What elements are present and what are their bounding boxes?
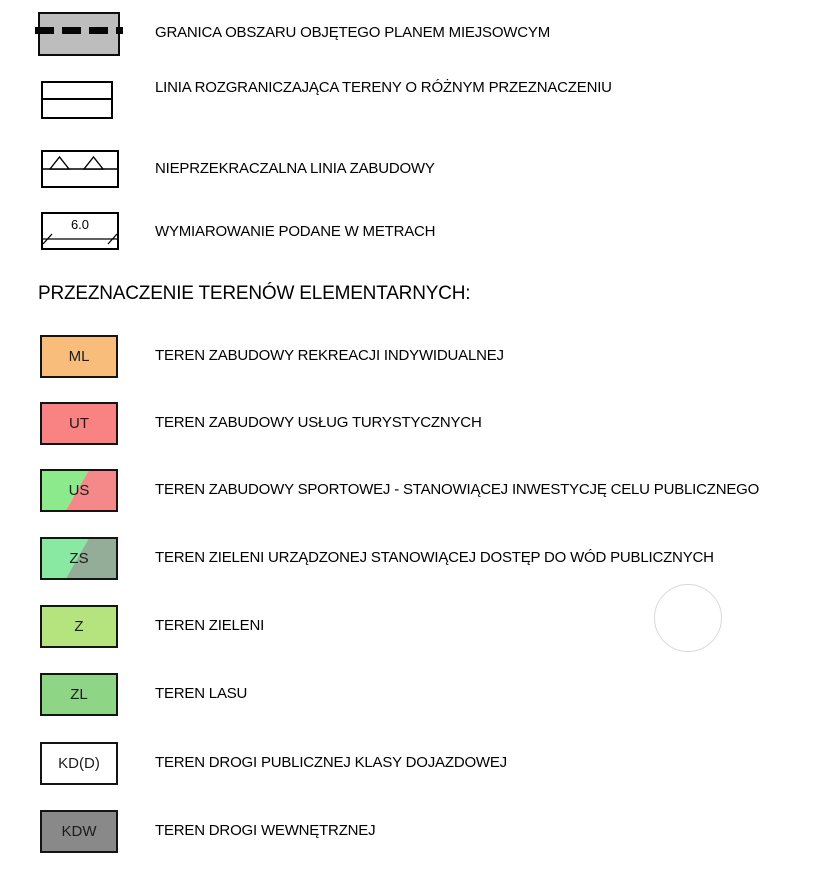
zone-swatch-kdw [40,810,118,853]
dimension-sample-value: 6.0 [70,217,90,232]
dividing-line-label: LINIA ROZGRANICZAJĄCA TERENY O RÓŻNYM PRZEZNACZENIU [155,79,612,96]
zone-label-kdw: TEREN DROGI WEWNĘTRZNEJ [155,822,376,839]
plan-boundary-label: GRANICA OBSZARU OBJĘTEGO PLANEM MIEJSOWCYM [155,24,550,41]
zone-code-us: US [68,482,90,499]
zone-swatch-ut [40,402,118,445]
zone-swatch-z [40,605,118,648]
zone-label-z: TEREN ZIELENI [155,617,265,634]
zone-swatch-zl [40,673,118,716]
building-line-symbol-icon [41,150,119,188]
zone-code-zl: ZL [70,686,88,703]
dividing-line [43,98,111,100]
zone-label-zl: TEREN LASU [155,685,248,702]
plan-boundary-symbol-icon [38,12,120,56]
dividing-line-symbol-icon [41,81,113,119]
dimension-label: WYMIAROWANIE PODANE W METRACH [155,223,436,240]
dimension-symbol-icon [41,212,119,250]
zone-swatch-ml [40,335,118,378]
dashed-boundary-line [35,27,123,34]
building-line-label: NIEPRZEKRACZALNA LINIA ZABUDOWY [155,160,435,177]
zone-code-kdd: KD(D) [58,755,100,772]
zone-code-ut: UT [69,415,89,432]
section-heading: PRZEZNACZENIE TERENÓW ELEMENTARNYCH: [38,283,471,304]
watermark-circle [654,584,722,652]
zone-swatch-us [40,469,118,512]
zone-label-ml: TEREN ZABUDOWY REKREACJI INDYWIDUALNEJ [155,347,504,364]
zone-code-kdw: KDW [61,823,97,840]
zone-label-zs: TEREN ZIELENI URZĄDZONEJ STANOWIĄCEJ DOSTĘP DO WÓD PUBLICZNYCH [155,549,714,566]
zone-swatch-kdd [40,742,118,785]
zone-label-ut: TEREN ZABUDOWY USŁUG TURYSTYCZNYCH [155,414,482,431]
zone-code-z: Z [74,618,84,635]
zone-label-us: TEREN ZABUDOWY SPORTOWEJ - STANOWIĄCEJ INWESTYCJĘ CELU PUBLICZNEGO [155,481,760,498]
zone-swatch-zs [40,537,118,580]
zone-code-ml: ML [68,348,90,365]
zone-label-kdd: TEREN DROGI PUBLICZNEJ KLASY DOJAZDOWEJ [155,754,507,771]
zone-code-zs: ZS [69,550,89,567]
